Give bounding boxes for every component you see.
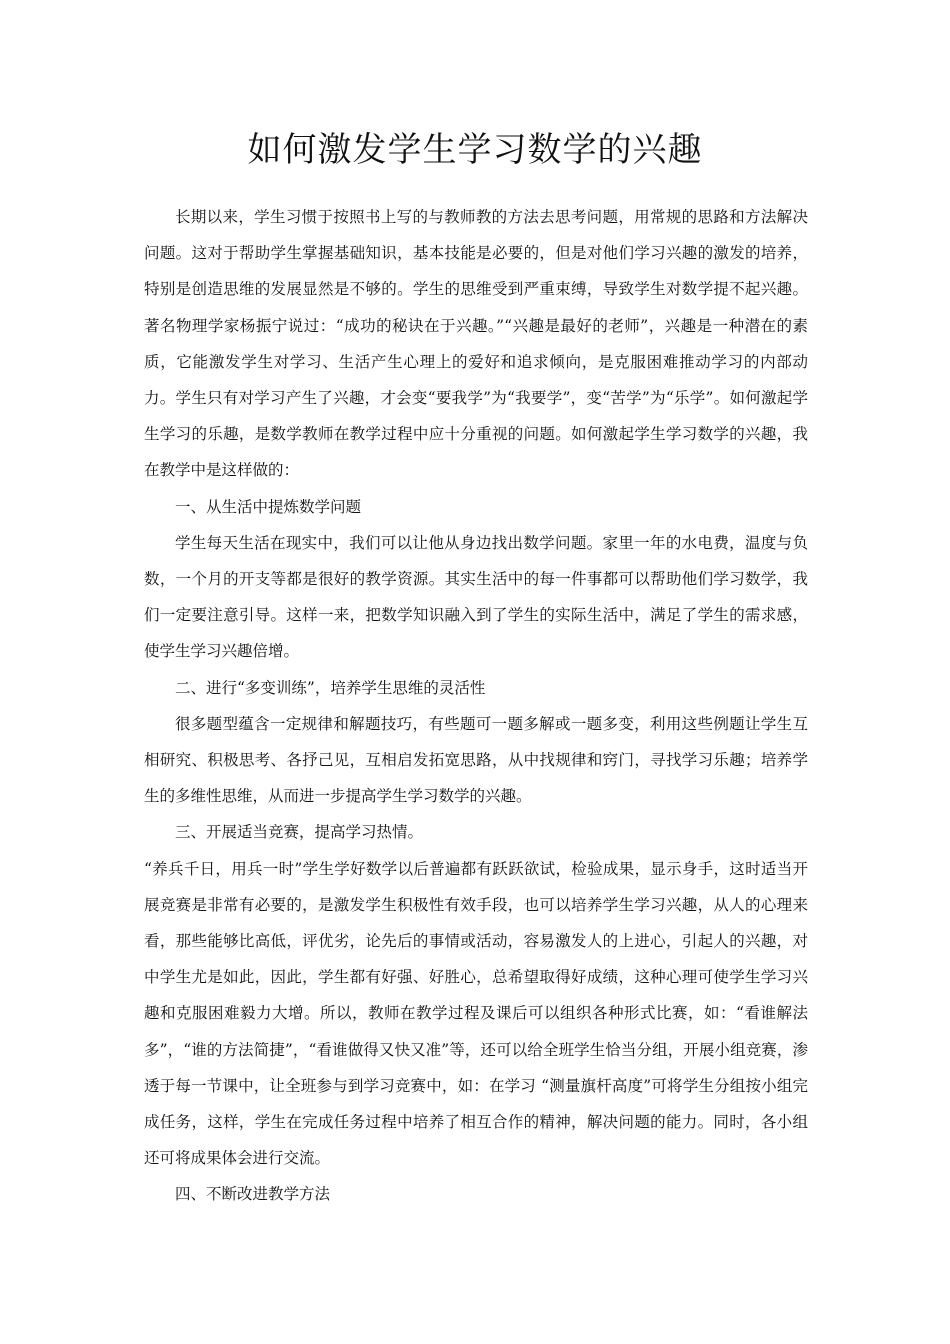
document-body xyxy=(144,199,808,1213)
section-heading-3: 三、开展适当竞赛，提高学习热情。 xyxy=(175,823,424,842)
intro-paragraph: 长期以来，学生习惯于按照书上写的与教师教的方法去思考问题，用常规的思路和方法解决问题。这对于帮助学生掌握基础知识，基本技能是必要的，但是对他们学习兴趣的激发的培养，特别是创造思维的发展显然是不够的。学生的思维受到严重束缚，导致学生对数学提不起兴趣。著名物理学家杨振宁说过：“成功的秘诀在于兴趣。”“兴趣是最好的老师”，兴趣是一种潜在的素质，它能激发学生对学习、生活产生心理上的爱好和追求倾向，是克服困难推动学习的内部动力。学生只有对学习产生了兴趣，才会变“要我学”为“我要学”，变“苦学”为“乐学”。如何激起学生学习的乐趣，是数学教师在教学过程中应十分重视的问题。如何激起学生学习数学的兴趣，我在教学中是这样做的： xyxy=(144,208,808,480)
section-heading-2: 二、进行“多变训练”，培养学生思维的灵活性 xyxy=(175,678,486,697)
section-heading-1: 一、从生活中提炼数学问题 xyxy=(175,497,362,516)
section-paragraph-3: “养兵千日，用兵一时”学生学好数学以后普遍都有跃跃欲试，检验成果，显示身手，这时适当开展竞赛是非常有必要的，是激发学生积极性有效手段，也可以培养学生学习兴趣，从人的心理来看，那些能够比高低，评优劣，论先后的事情或活动，容易激发人的上进心，引起人的兴趣，对中学生尤是如此，因此，学生都有好强、好胜心，总希望取得好成绩，这种心理可使学生学习兴趣和克服困难毅力大增。所以，教师在教学过程及课后可以组织各种形式比赛，如：“看谁解法多”，“谁的方法简捷”，“看谁做得又快又准”等，还可以给全班学生恰当分组，开展小组竞赛，渗透于每一节课中，让全班参与到学习竞赛中，如：在学习 “测量旗杆高度”可将学生分组按小组完成任务，这样，学生在完成任务过程中培养了相互合作的精神，解决问题的能力。同时，各小组还可将成果体会进行交流。 xyxy=(144,859,808,1168)
section-heading-4: 四、不断改进教学方法 xyxy=(175,1185,331,1204)
document-title: 如何激发学生学习数学的兴趣 xyxy=(247,130,703,170)
section-paragraph-2: 很多题型蕴含一定规律和解题技巧，有些题可一题多解或一题多变，利用这些例题让学生互相研究、积极思考、各抒己见，互相启发拓宽思路，从中找规律和窍门，寻找学习乐趣；培养学生的多维性思维，从而进一步提高学生学习数学的兴趣。 xyxy=(144,714,808,806)
section-paragraph-1: 学生每天生活在现实中，我们可以让他从身边找出数学问题。家里一年的水电费，温度与负数，一个月的开支等都是很好的教学资源。其实生活中的每一件事都可以帮助他们学习数学，我们一定要注意引导。这样一来，把数学知识融入到了学生的实际生活中，满足了学生的需求感，使学生学习兴趣倍增。 xyxy=(144,533,808,661)
